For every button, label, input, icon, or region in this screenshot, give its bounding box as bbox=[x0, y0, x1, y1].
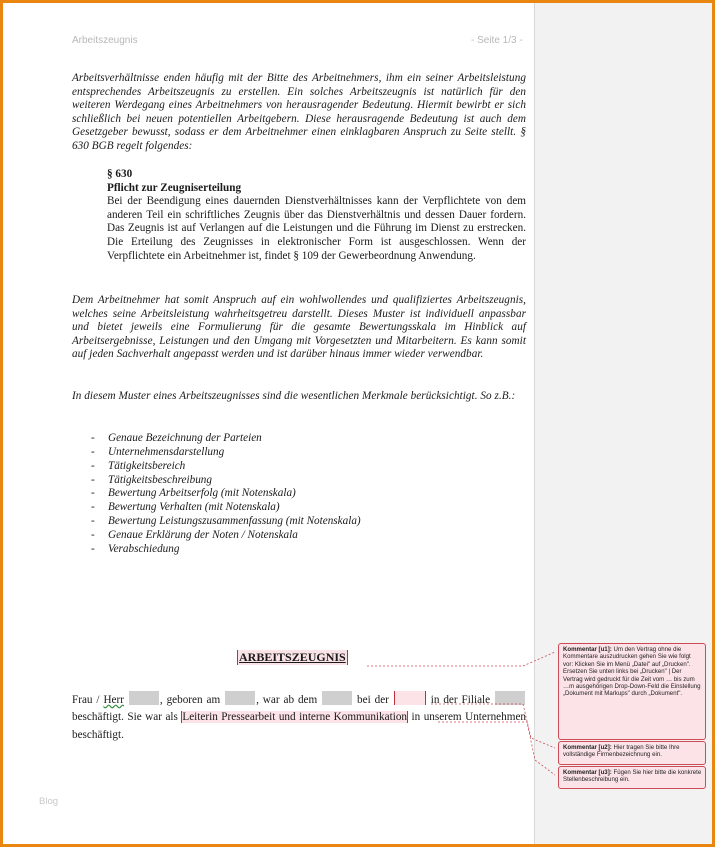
comment-text: Fügen Sie hier bitte die konkrete Stellenbeschreibung ein. bbox=[563, 769, 702, 784]
intro-paragraph: Arbeitsverhältnisse enden häufig mit der Bitte des Arbeitnehmers, ihm ein seiner Arbeitsleistung entsprechendes Arbeitszeugnis zu erstellen. Ein solches Arbeitszeugnis ist natürlich für den weiteren Werdegang eines Arbeitnehmers von herausragender Bedeutung. Hiermit bewirbt er sich schließlich bei neuen potentiellen Arbeitgebern. Diese herausragende Bedeutung ist auch dem Gesetzgeber bewusst, sodass er dem Arbeitnehmer einen einklagbaren Anspruch zu Seite stellt. § 630 BGB regelt folgendes: bbox=[72, 72, 526, 152]
contract-text: in der Filiale bbox=[426, 694, 495, 706]
document-frame bbox=[3, 3, 712, 844]
comment-text: Hier tragen Sie bitte Ihre vollständige Firmenbezeichnung ein. bbox=[563, 744, 680, 759]
footer-watermark: Blog bbox=[39, 796, 59, 807]
contract-text: Frau / bbox=[72, 694, 104, 706]
contract-text: , geboren am bbox=[159, 694, 225, 706]
header-page-number: - Seite 1/3 - bbox=[471, 35, 523, 46]
list-item: - Unternehmensdarstellung bbox=[90, 446, 361, 460]
header-title: Arbeitszeugnis bbox=[72, 35, 138, 46]
comment-author: Kommentar [u3]: bbox=[563, 769, 612, 776]
law-text: Bei der Beendigung eines dauernden Dienstverhältnisses kann der Verpflichtete von dem anderen Teil ein schriftliches Zeugnis über das Dienstverhältnis und dessen Dauer fordern. Das Zeugnis ist auf Verlangen auf die Leistungen und die Führung im Dienst zu erstrecken. Die Erteilung des Zeugnisses in elektronischer Form ist ausgeschlossen. Wenn der Verpflichtete ein Arbeitnehmer ist, findet § 109 der Gewerbeordnung Anwendung. bbox=[107, 195, 526, 262]
list-item: - Tätigkeitsbereich bbox=[90, 460, 361, 474]
list-item: - Tätigkeitsbeschreibung bbox=[90, 474, 361, 488]
law-title: Pflicht zur Zeugniserteilung bbox=[107, 181, 242, 194]
list-item: - Genaue Bezeichnung der Parteien bbox=[90, 432, 361, 446]
contract-text: beschäftigt. Sie war als bbox=[72, 711, 182, 724]
comment-u2[interactable] bbox=[558, 741, 706, 765]
comment-author: Kommentar [u1]: bbox=[563, 646, 612, 653]
contract-text: in unserem Unternehmen beschäftigt. bbox=[72, 711, 526, 741]
paragraph-anspruch: Dem Arbeitnehmer hat somit Anspruch auf ein wohlwollendes und qualifiziertes Arbeitszeugnis, welches seine Arbeitsleistung wahrheitsgetreu darstellt. Dieses Muster ist individuell anpassbar und bietet jeweils eine Formulierung für die gesamte Bewertungsskala im Hinblick auf Arbeitsergebnisse, Leistungen und den Umgang mit Vorgesetzten und Mitarbeitern. Es kann somit auf jeden Sachverhalt angepasst werden und ist darüber hinaus immer wieder verwendbar. bbox=[72, 294, 526, 361]
contract-text: bei der bbox=[353, 694, 393, 706]
position-field[interactable]: Leiterin Pressearbeit und interne Kommunikation bbox=[182, 711, 408, 724]
list-item: - Bewertung Arbeitserfolg (mit Notenskala) bbox=[90, 487, 361, 501]
contract-text: , war ab dem bbox=[256, 694, 322, 706]
comment-u1[interactable] bbox=[558, 643, 706, 740]
comment-u3[interactable] bbox=[558, 766, 706, 789]
law-number: § 630 bbox=[107, 168, 133, 180]
list-item: - Genaue Erklärung der Noten / Notenskala bbox=[90, 529, 361, 543]
list-item: - Bewertung Verhalten (mit Notenskala) bbox=[90, 501, 361, 515]
herr-word: Herr bbox=[103, 694, 124, 706]
list-item: - Bewertung Leistungszusammenfassung (mit Notenskala) bbox=[90, 515, 361, 529]
comment-text: Um den Vertrag ohne die Kommentare auszudrucken gehen Sie wie folgt vor: Klicken Sie im Menü „Datei" auf „Drucken". Ersetzen Sie unten links bei „Drucken" | Der Vertrag wird gedruckt für die Zeit vom … bis zum …m ausgehörigen Drop-Down-Feld die Einstellung „Dokument mit Markups" durch „Dokument". bbox=[563, 646, 701, 698]
list-item: - Verabschiedung bbox=[90, 543, 361, 557]
paragraph-merkmale: In diesem Muster eines Arbeitszeugnisses sind die wesentlichen Merkmale berücksichtigt. So z.B.: bbox=[72, 390, 516, 402]
comment-author: Kommentar [u2]: bbox=[563, 744, 612, 751]
document-title: ARBEITSZEUGNIS bbox=[239, 650, 346, 664]
